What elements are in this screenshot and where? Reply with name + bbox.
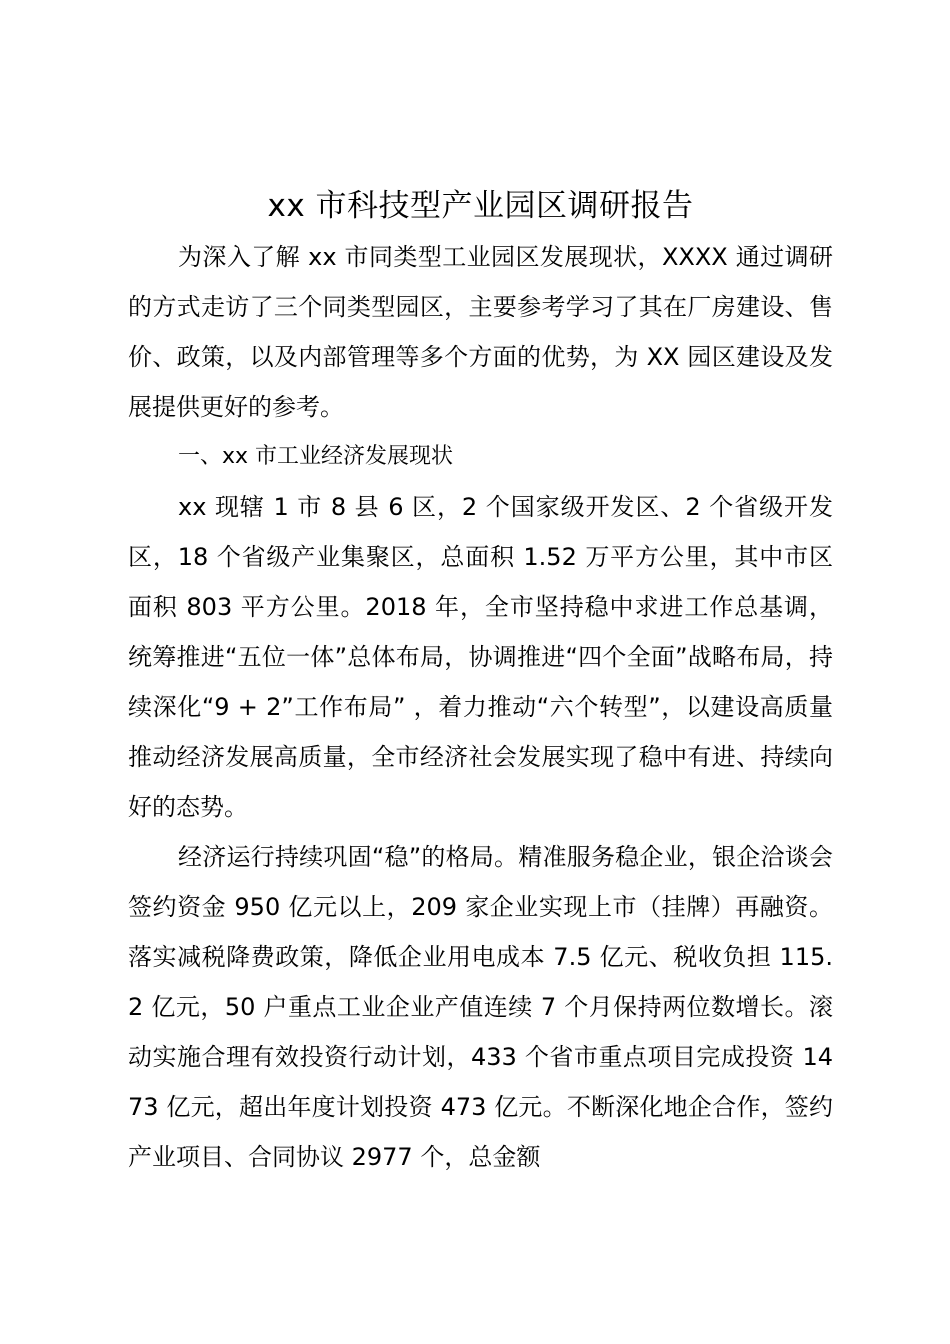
economy-paragraph: 经济运行持续巩固“稳”的格局。精准服务稳企业，银企洽谈会签约资金 950 亿元以上，209 家企业实现上市（挂牌）再融资。落实减税降费政策，降低企业用电成本 7.5 亿元、税收负担 115.2 亿元，50 户重点工业企业产值连续 7 个月保持两位数增长。滚动实施合理有效投资行动计划，433 个省市重点项目完成投资 1473 亿元，超出年度计划投资 473 亿元。不断深化地企合作，签约产业项目、合同协议 2977 个，总金额 <box>128 843 833 1171</box>
section-heading: 一、xx 市工业经济发展现状 <box>178 444 454 469</box>
intro-paragraph: 为深入了解 xx 市同类型工业园区发展现状，XXXX 通过调研的方式走访了三个同类型园区，主要参考学习了其在厂房建设、售价、政策，以及内部管理等多个方面的优势，为 XX 园区建设及发展提供更好的参考。 <box>128 243 833 421</box>
document-title: xx 市科技型产业园区调研报告 <box>267 188 694 224</box>
overview-paragraph: xx 现辖 1 市 8 县 6 区，2 个国家级开发区、2 个省级开发区，18 个省级产业集聚区，总面积 1.52 万平方公里，其中市区面积 803 平方公里。2018 年，全市坚持稳中求进工作总基调，统筹推进“五位一体”总体布局，协调推进“四个全面”战略布局，持续深化“9 + 2”工作布局” ，着力推动“六个转型”，以建设高质量推动经济发展高质量，全市经济社会发展实现了稳中有进、持续向好的态势。 <box>128 493 833 821</box>
document-page <box>128 180 833 1182</box>
